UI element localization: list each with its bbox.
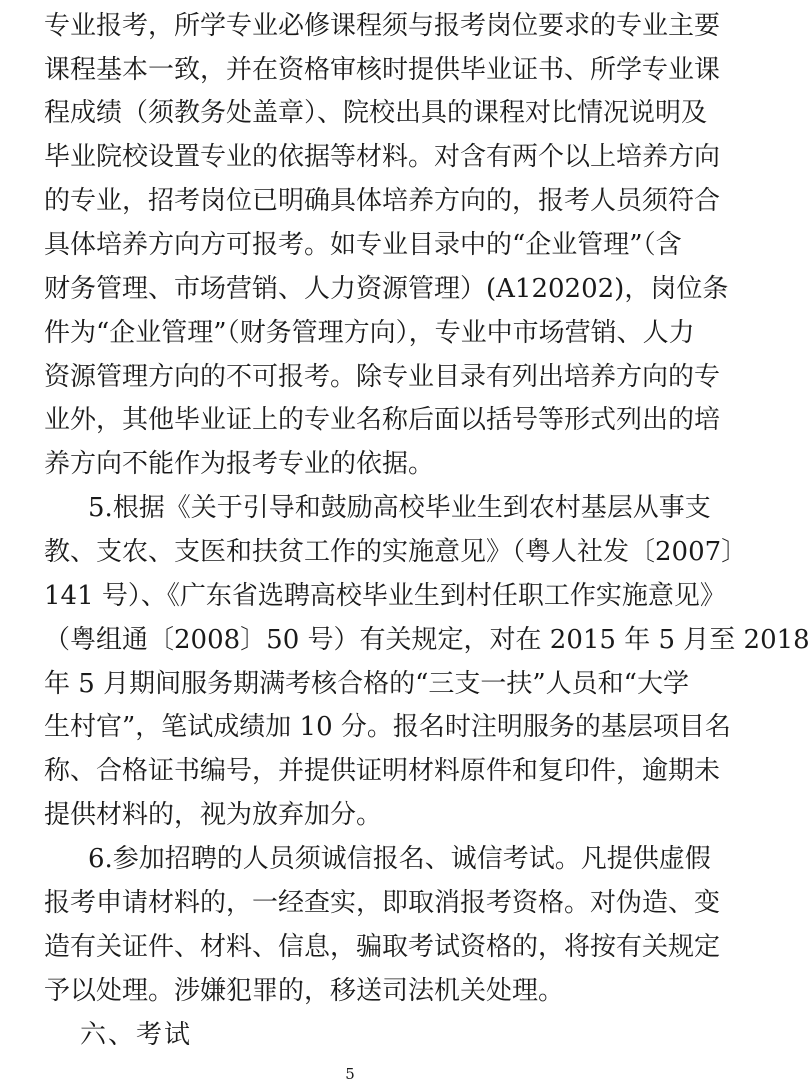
text-line: 称、合格证书编号，并提供证明材料原件和复印件，逾期未 [44,756,721,786]
text-line: 财务管理、市场营销、人力资源管理）(A120202)，岗位条 [44,274,729,304]
text-line: 课程基本一致，并在资格审核时提供毕业证书、所学专业课 [44,55,721,85]
section-heading: 六、考试 [80,1020,193,1050]
text-line: 141 号）、《广东省选聘高校毕业生到村任职工作实施意见》 [44,581,726,611]
text-line: 予以处理。涉嫌犯罪的，移送司法机关处理。 [44,976,565,1006]
text-line: 的专业，招考岗位已明确具体培养方向的，报考人员须符合 [44,186,721,216]
text-line: 提供材料的，视为放弃加分。 [44,800,383,830]
paragraph-6-start: 6.参加招聘的人员须诚信报名、诚信考试。凡提供虚假 [88,844,711,874]
text-line: （粤组通〔2008〕50 号）有关规定，对在 2015 年 5 月至 2018 [44,625,810,655]
text-line: 具体培养方向方可报考。如专业目录中的“企业管理”（含 [44,230,682,260]
text-line: 造有关证件、材料、信息，骗取考试资格的，将按有关规定 [44,932,721,962]
text-line: 资源管理方向的不可报考。除专业目录有列出培养方向的专 [44,362,721,392]
text-line: 业外，其他毕业证上的专业名称后面以括号等形式列出的培 [44,405,721,435]
page-number: 5 [345,1065,355,1083]
text-line: 专业报考，所学专业必修课程须与报考岗位要求的专业主要 [44,11,721,41]
text-line: 件为“企业管理”（财务管理方向），专业中市场营销、人力 [44,318,695,348]
text-line: 报考申请材料的，一经查实，即取消报考资格。对伪造、变 [44,888,721,918]
paragraph-5-start: 5.根据《关于引导和鼓励高校毕业生到农村基层从事支 [88,493,711,523]
text-line: 程成绩（须教务处盖章）、院校出具的课程对比情况说明及 [44,98,708,128]
text-line: 毕业院校设置专业的依据等材料。对含有两个以上培养方向 [44,142,721,172]
text-line: 年 5 月期间服务期满考核合格的“三支一扶”人员和“大学 [44,669,689,699]
text-line: 教、支农、支医和扶贫工作的实施意见》（粤人社发〔2007〕 [44,537,748,567]
text-line: 养方向不能作为报考专业的依据。 [44,449,435,479]
text-line: 生村官”，笔试成绩加 10 分。报名时注明服务的基层项目名 [44,712,731,742]
